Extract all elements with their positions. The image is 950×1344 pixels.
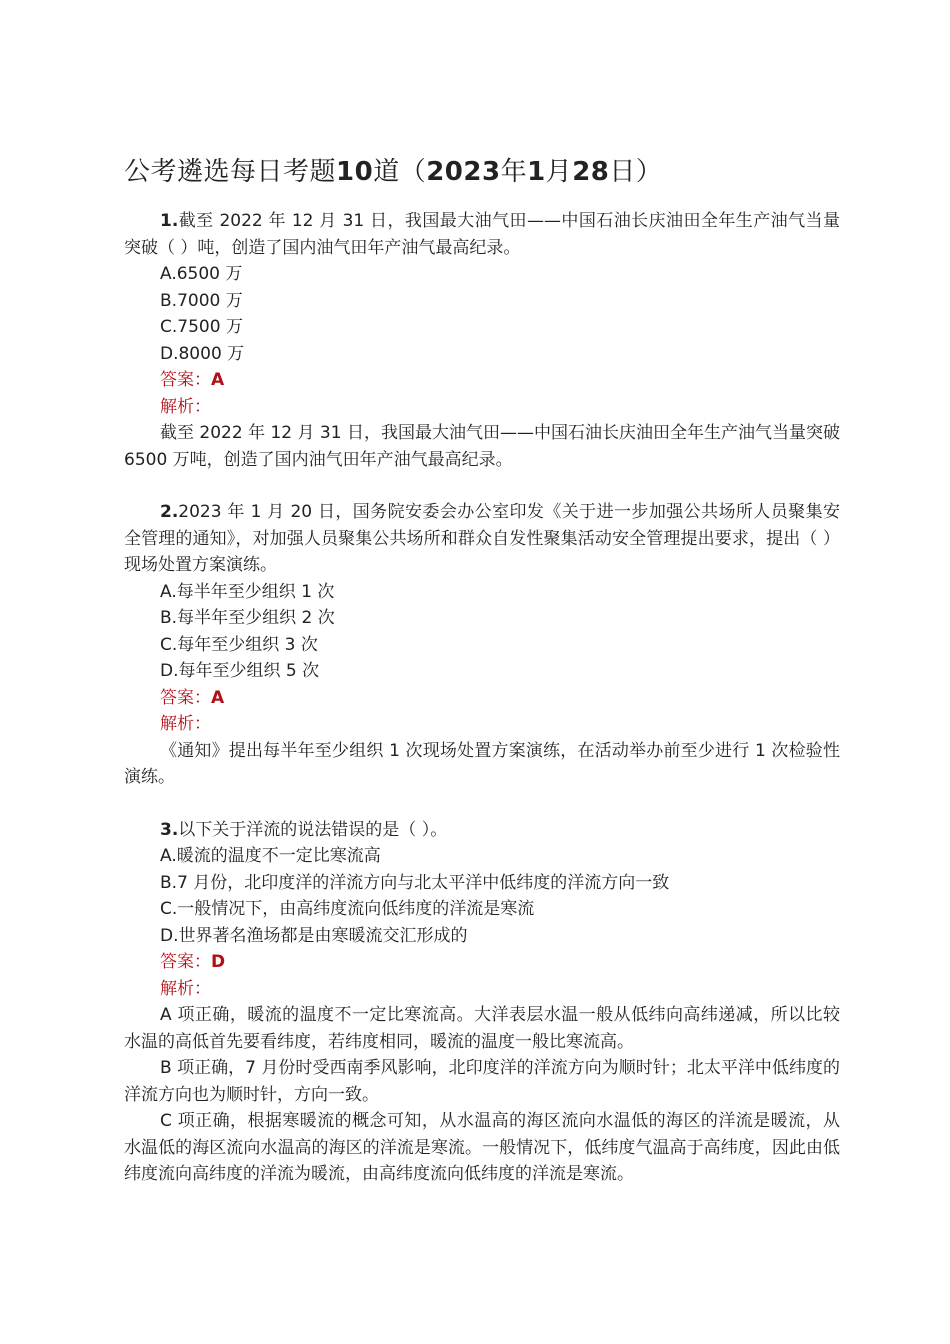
analysis-paragraph-a: A 项正确，暖流的温度不一定比寒流高。大洋表层水温一般从低纬向高纬递减，所以比较水温的高低首先要看纬度，若纬度相同，暖流的温度一般比寒流高。 [124,1005,840,1052]
title-prefix: 公考遴选每日考题 [124,157,337,187]
question-text: 2023 年 1 月 20 日，国务院安委会办公室印发《关于进一步加强公共场所人员聚集安全管理的通知》，对加强人员聚集公共场所和群众自发性聚集活动安全管理提出要求，提出（ ）现场处置方案演练。 [124,502,840,575]
title-month-unit: 月 [545,157,573,187]
analysis-paragraph: 《通知》提出每半年至少组织 1 次现场处置方案演练，在活动举办前至少进行 1 次检验性演练。 [124,740,840,787]
option-a: A.6500 万 [160,264,243,284]
answer-value: A [211,687,225,708]
analysis-paragraph-b: B 项正确，7 月份时受西南季风影响，北印度洋的洋流方向为顺时针；北太平洋中低纬度的洋流方向也为顺时针，方向一致。 [124,1058,840,1105]
title-mid: 道（ [373,157,427,187]
document-page [124,150,840,1214]
answer-line [124,367,840,394]
option-b: B.7 月份，北印度洋的洋流方向与北太平洋中低纬度的洋流方向一致 [160,872,670,893]
option-c: C.7500 万 [160,317,243,337]
question-2 [124,499,840,791]
option-a: A.暖流的温度不一定比寒流高 [160,846,381,866]
analysis-paragraph-c: C 项正确，根据寒暖流的概念可知，从水温高的海区流向水温低的海区的洋流是暖流，从水温低的海区流向水温高的海区的洋流是寒流。一般情况下，低纬度气温高于高纬度，因此由低纬度流向高纬度的洋流为暖流，由高纬度流向低纬度的洋流是寒流。 [124,1111,840,1184]
answer-line [124,949,840,976]
option-d: D.世界著名渔场都是由寒暖流交汇形成的 [160,925,468,946]
option-b: B.每半年至少组织 2 次 [160,608,335,628]
title-month: 1 [527,157,546,187]
question-number: 2. [160,502,179,522]
page-title [124,150,840,194]
title-year-unit: 年 [500,157,528,187]
title-day-unit: 日） [609,157,663,187]
answer-label: 答案： [160,952,211,972]
question-number: 3. [160,819,179,840]
option-a: A.每半年至少组织 1 次 [160,581,335,602]
question-number: 1. [160,211,179,231]
analysis-label: 解析： [160,978,211,999]
answer-line [124,685,840,712]
title-day: 28 [572,157,610,187]
option-d: D.8000 万 [160,343,245,364]
analysis-paragraph: 截至 2022 年 12 月 31 日，我国最大油气田——中国石油长庆油田全年生产油气当量突破 6500 万吨，创造了国内油气田年产油气最高纪录。 [124,423,840,470]
question-stem [124,499,840,579]
answer-label: 答案： [160,370,211,390]
option-b: B.7000 万 [160,290,243,311]
option-c: C.一般情况下，由高纬度流向低纬度的洋流是寒流 [160,899,535,919]
question-1 [124,208,840,473]
title-year: 2023 [426,157,501,187]
analysis-label: 解析： [160,714,211,734]
answer-label: 答案： [160,687,211,708]
question-3 [124,817,840,1188]
answer-value: A [211,370,225,390]
option-c: C.每年至少组织 3 次 [160,634,318,655]
analysis-label: 解析： [160,396,211,417]
answer-value: D [211,952,226,972]
option-d: D.每年至少组织 5 次 [160,661,320,681]
question-text: 以下关于洋流的说法错误的是（ ）。 [178,819,448,840]
question-text: 截至 2022 年 12 月 31 日，我国最大油气田——中国石油长庆油田全年生产油气当量突破（ ）吨，创造了国内油气田年产油气最高纪录。 [124,211,840,258]
title-count: 10 [336,157,374,187]
question-stem [124,208,840,261]
question-stem [124,817,840,844]
